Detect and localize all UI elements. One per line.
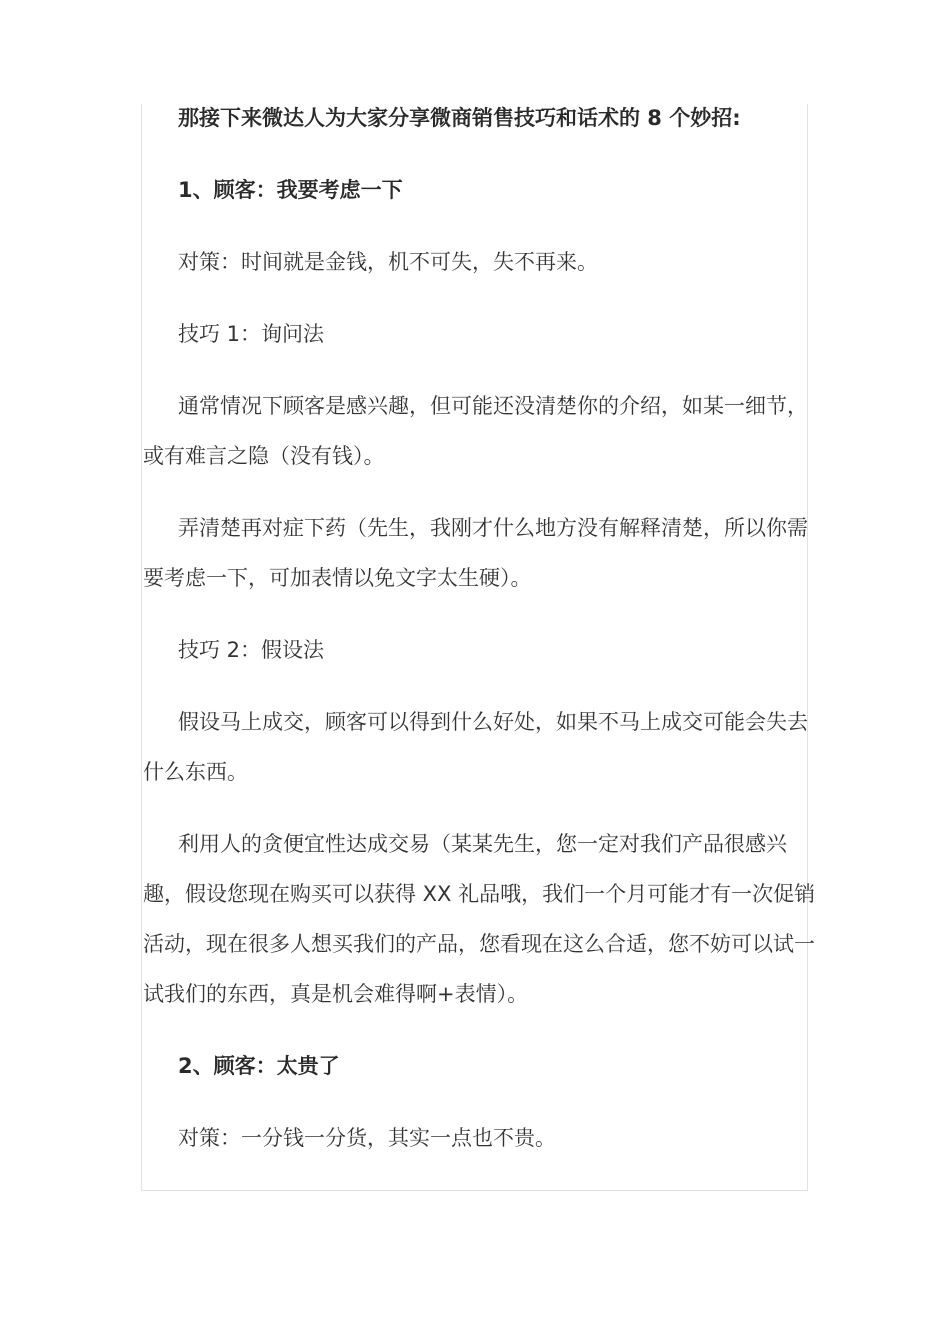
tip-2-paragraph-2: 利用人的贪便宜性达成交易（某某先生，您一定对我们产品很感兴趣，假设您现在购买可以获得 XX 礼品哦，我们一个月可能才有一次促销活动，现在很多人想买我们的产品，您看现在这么合适，您不妨可以试一试我们的东西，真是机会难得啊+表情）。: [143, 832, 816, 1006]
section-1-heading: 1、顾客：我要考虑一下: [178, 178, 403, 202]
strategy-2-text: 对策：一分钱一分货，其实一点也不贵。: [178, 1126, 556, 1150]
tip-1-paragraph-2: 弄清楚再对症下药（先生，我刚才什么地方没有解释清楚，所以你需要考虑一下，可加表情以免文字太生硬）。: [143, 516, 808, 590]
intro-heading: 那接下来微达人为大家分享微商销售技巧和话术的 8 个妙招:: [178, 106, 741, 130]
strategy-1-text: 对策：时间就是金钱，机不可失，失不再来。: [178, 250, 598, 274]
tip-1-paragraph-1: 通常情况下顾客是感兴趣，但可能还没清楚你的介绍，如某一细节，或有难言之隐（没有钱）。: [143, 394, 808, 468]
tip-2-paragraph-1: 假设马上成交，顾客可以得到什么好处，如果不马上成交可能会失去什么东西。: [143, 710, 808, 784]
tip-1-heading: 技巧 1：询问法: [178, 322, 325, 346]
section-2-heading: 2、顾客：太贵了: [178, 1054, 340, 1078]
tip-2-heading: 技巧 2：假设法: [178, 638, 325, 662]
